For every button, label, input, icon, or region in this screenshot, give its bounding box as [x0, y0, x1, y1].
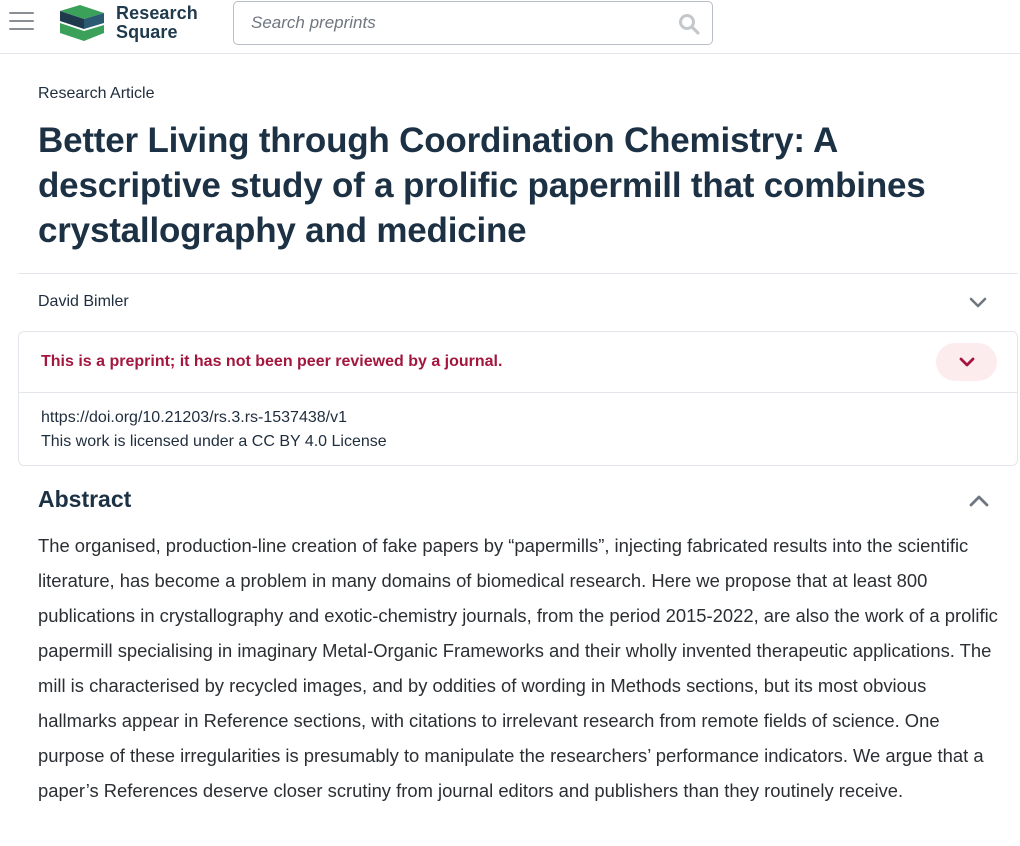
preprint-warning-text: This is a preprint; it has not been peer reviewed by a journal.	[41, 353, 503, 370]
doi-link[interactable]: https://doi.org/10.21203/rs.3.rs-1537438/v1	[41, 409, 347, 426]
abstract-body: The organised, production-line creation of fake papers by “papermills”, injecting fabricated results into the scientific literature, has become a problem in many domains of biomedical research. Here we propose that at least 800 publications in crystallography and exotic-chemistry journals, from the period 2015-2022, are also the work of a prolific papermill specialising in imaginary Metal-Organic Frameworks and their wholly invented therapeutic applications. The mill is characterised by recycled images, and by oddities of wording in Methods sections, but its most obvious hallmarks appear in Reference sections, with citations to irrelevant research from remote fields of science. One purpose of these irregularities is presumably to manipulate the researchers’ performance indicators. We argue that a paper’s References deserve closer scrutiny from journal editors and publishers than they routinely receive.	[38, 535, 998, 801]
menu-line	[9, 28, 34, 30]
logo-line-2: Square	[116, 22, 178, 42]
notice-expand-button[interactable]	[936, 343, 997, 381]
notice-divider	[19, 392, 1017, 393]
divider	[18, 273, 1018, 274]
authors-row[interactable]	[18, 282, 1018, 322]
hamburger-menu-icon[interactable]	[8, 10, 36, 34]
license-text: This work is licensed under a CC BY 4.0 License	[41, 433, 387, 450]
chevron-down-icon	[957, 352, 977, 372]
preprint-notice-card	[18, 331, 1018, 466]
logo-line-1: Research	[116, 3, 198, 23]
menu-line	[9, 20, 34, 22]
search-icon[interactable]	[678, 13, 700, 35]
top-navigation-bar	[0, 0, 1020, 54]
chevron-up-icon[interactable]	[966, 488, 992, 514]
logo-wordmark	[116, 4, 198, 42]
article-title: Better Living through Coordination Chemistry: A descriptive study of a prolific papermill that combines crystallography and medicine	[38, 121, 926, 250]
chevron-down-icon[interactable]	[968, 292, 988, 312]
logo-mark-icon	[58, 3, 106, 43]
search-input[interactable]	[235, 3, 665, 43]
search-box	[233, 1, 713, 45]
menu-line	[9, 12, 34, 14]
abstract-heading: Abstract	[38, 486, 132, 512]
author-name[interactable]: David Bimler	[38, 293, 129, 310]
research-square-logo[interactable]	[58, 2, 198, 44]
article-type-label: Research Article	[38, 85, 155, 102]
